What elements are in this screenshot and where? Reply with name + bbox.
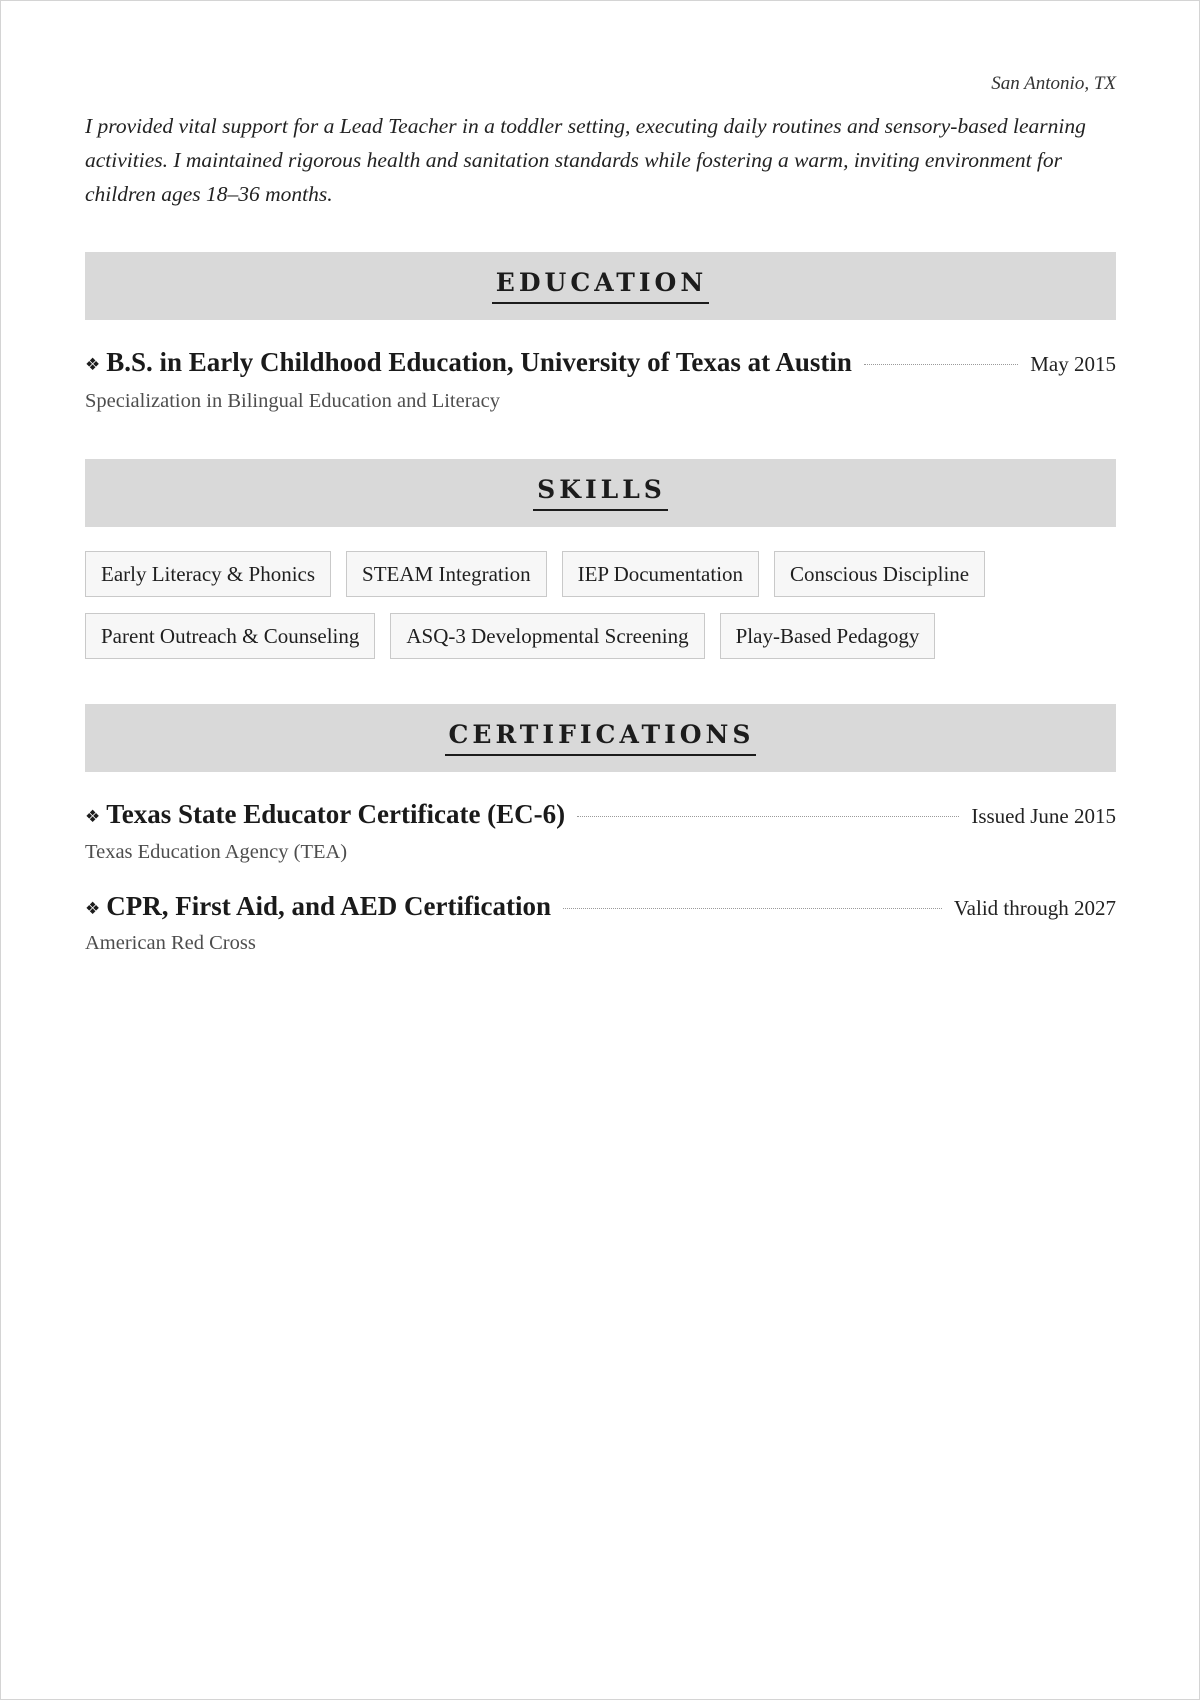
skills-section-header bbox=[85, 459, 1116, 527]
certification-name: CPR, First Aid, and AED Certification bbox=[106, 891, 551, 921]
diamond-bullet-icon: ❖ bbox=[85, 807, 101, 827]
diamond-bullet-icon: ❖ bbox=[85, 355, 101, 375]
summary: I provided vital support for a Lead Teacher in a toddler setting, executing daily routines and sensory-based learning activities. I maintained rigorous health and sanitation standards while fostering a warm, inviting environment for children ages 18–36 months. bbox=[85, 114, 1086, 206]
certification-issuer: Texas Education Agency (TEA) bbox=[85, 841, 348, 863]
diamond-bullet-icon: ❖ bbox=[85, 899, 101, 919]
certifications-section-header bbox=[85, 704, 1116, 772]
dotted-leader bbox=[577, 816, 959, 817]
skills-row bbox=[85, 613, 1116, 659]
certification-date: Issued June 2015 bbox=[971, 804, 1116, 828]
skill-chip: IEP Documentation bbox=[562, 551, 759, 597]
dotted-leader bbox=[563, 908, 942, 909]
education-section-header bbox=[85, 252, 1116, 320]
certification-entry bbox=[85, 799, 1116, 830]
certification-issuer: American Red Cross bbox=[85, 932, 256, 954]
degree-detail: Specialization in Bilingual Education and Literacy bbox=[85, 390, 500, 412]
skill-chip: STEAM Integration bbox=[346, 551, 547, 597]
education-entry bbox=[85, 347, 1116, 378]
skill-chip: Early Literacy & Phonics bbox=[85, 551, 331, 597]
degree-title: B.S. in Early Childhood Education, University of Texas at Austin bbox=[106, 347, 852, 377]
certification-entry bbox=[85, 891, 1116, 922]
certifications-title: CERTIFICATIONS bbox=[445, 720, 757, 756]
skills-title: SKILLS bbox=[533, 475, 668, 511]
skill-chip: Parent Outreach & Counseling bbox=[85, 613, 375, 659]
skill-chip: Play-Based Pedagogy bbox=[720, 613, 936, 659]
certification-date: Valid through 2027 bbox=[953, 896, 1116, 920]
skills-row bbox=[85, 551, 1116, 597]
location: San Antonio, TX bbox=[991, 73, 1116, 94]
skills-list bbox=[85, 551, 1116, 675]
skill-chip: ASQ-3 Developmental Screening bbox=[390, 613, 704, 659]
dotted-leader bbox=[864, 364, 1018, 365]
degree-date: May 2015 bbox=[1030, 352, 1116, 376]
certification-name: Texas State Educator Certificate (EC-6) bbox=[106, 799, 566, 829]
education-title: EDUCATION bbox=[492, 268, 709, 304]
skill-chip: Conscious Discipline bbox=[774, 551, 985, 597]
